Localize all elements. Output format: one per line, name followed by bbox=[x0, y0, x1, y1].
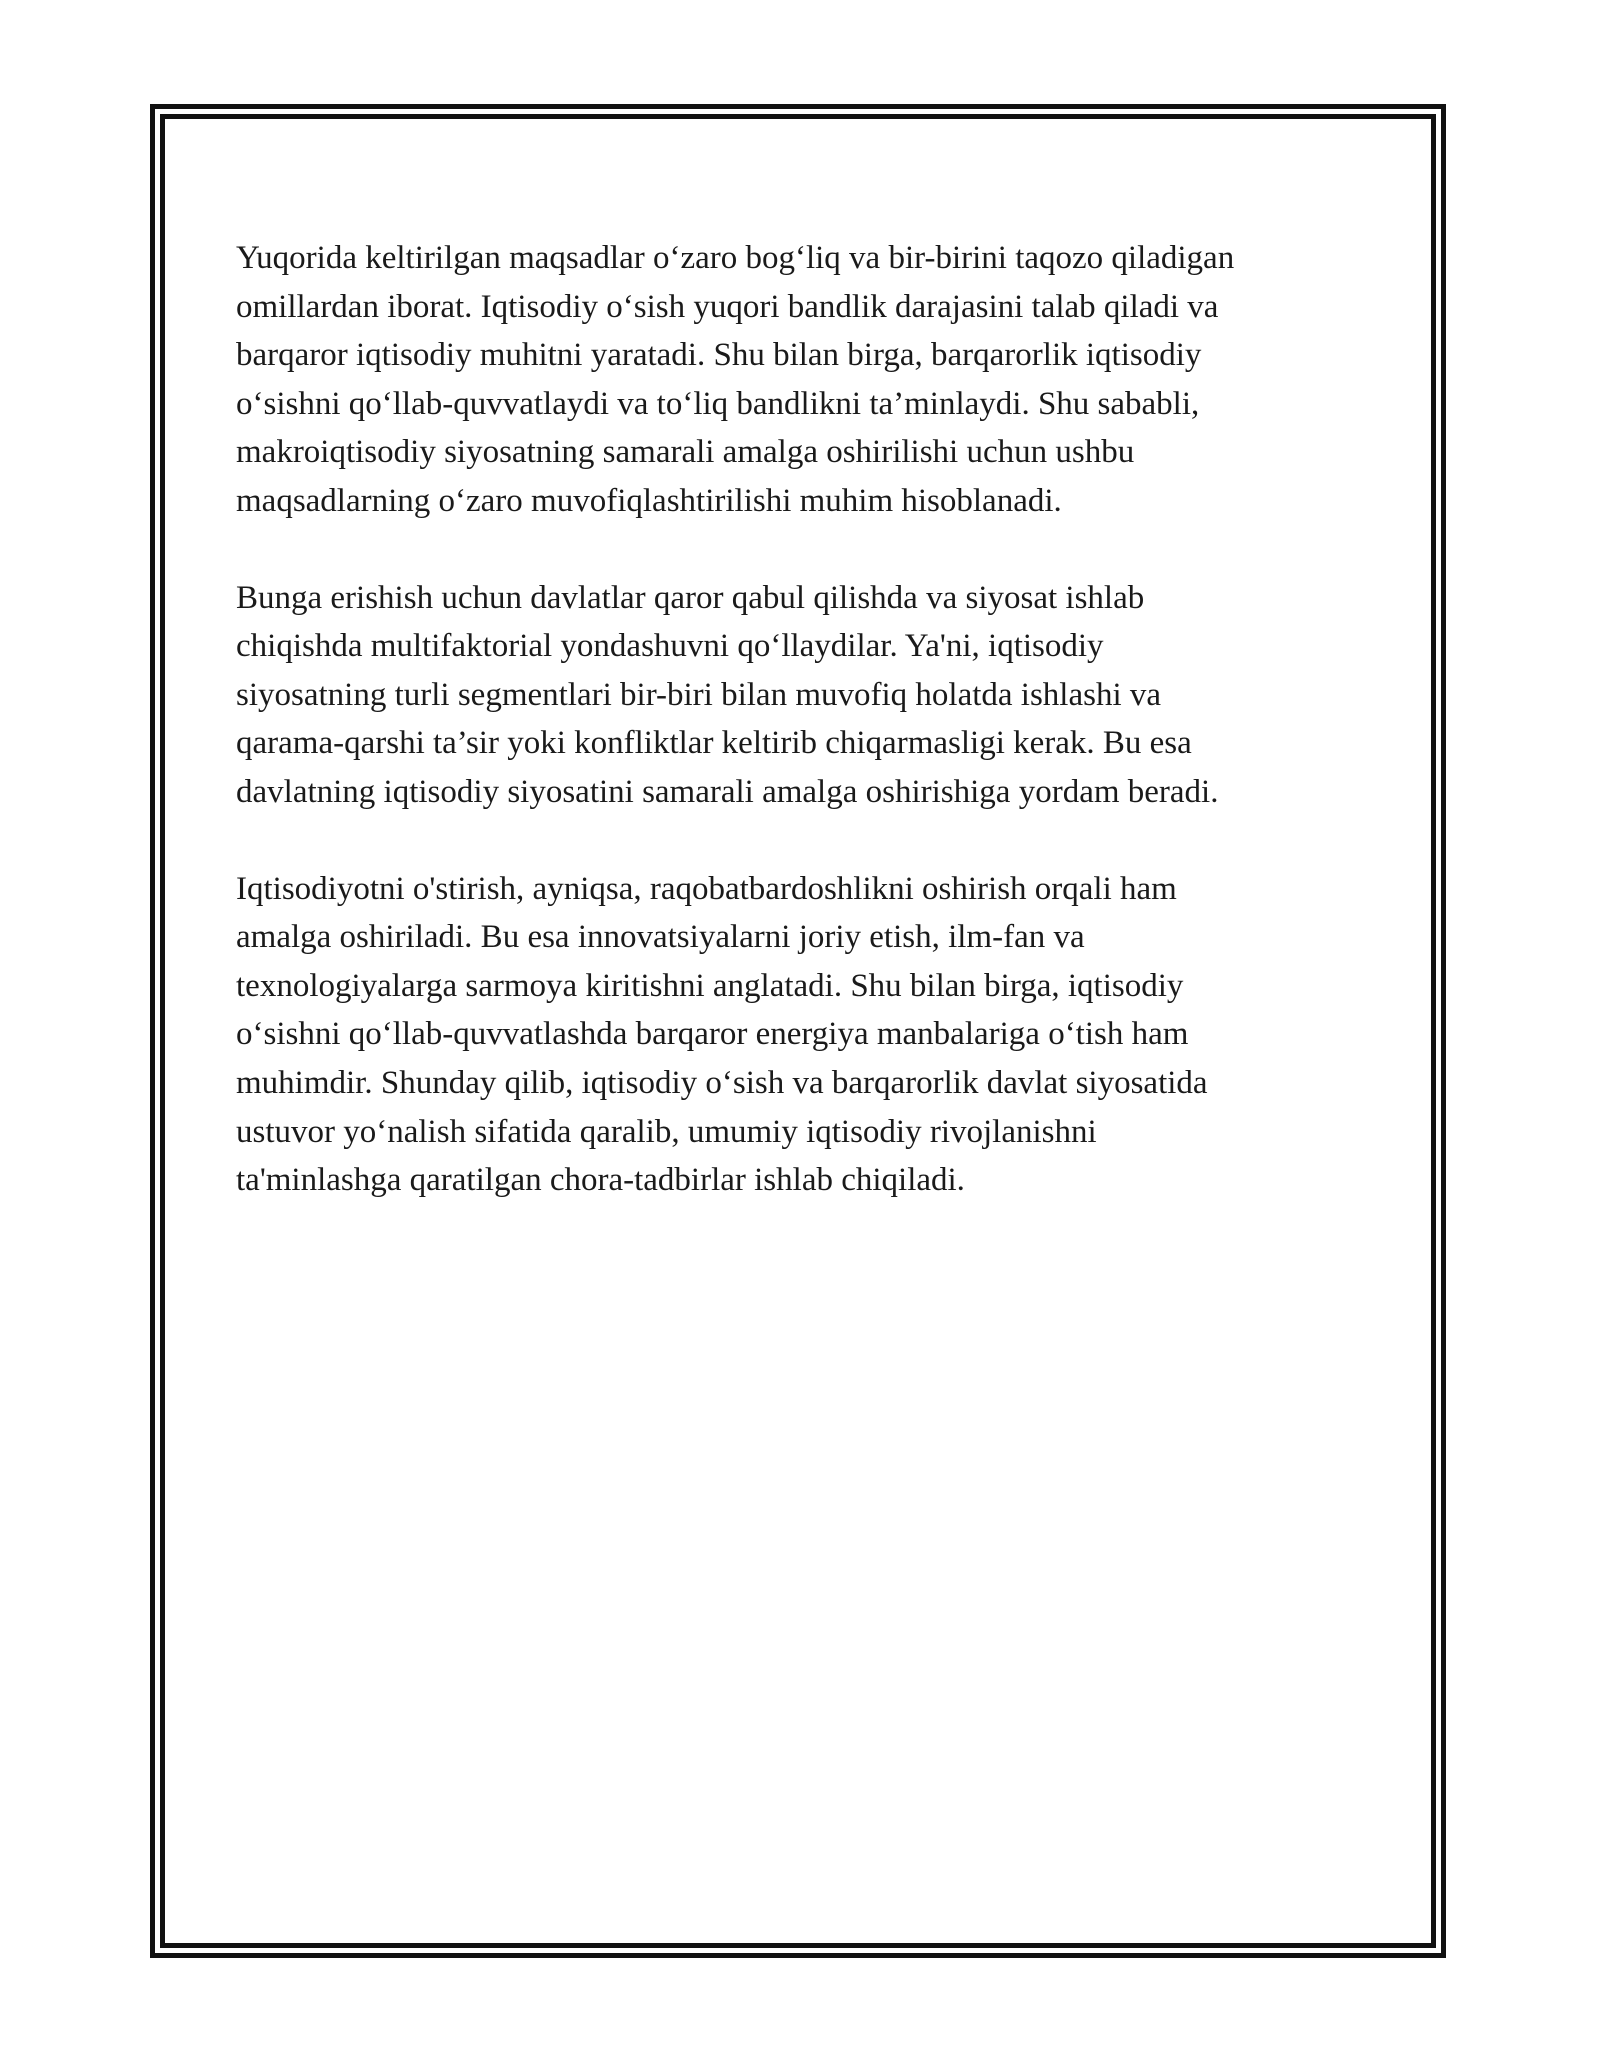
paragraph-line: qarama-qarshi ta’sir yoki konfliktlar keltirib chiqarmasligi kerak. Bu esa bbox=[236, 725, 1192, 762]
paragraph-line: davlatning iqtisodiy siyosatini samarali amalga oshirishiga yordam beradi. bbox=[236, 773, 1219, 810]
paragraph-line: o‘sishni qo‘llab-quvvatlashda barqaror energiya manbalariga o‘tish ham bbox=[236, 1016, 1189, 1053]
paragraph-line: ustuvor yo‘nalish sifatida qaralib, umumiy iqtisodiy rivojlanishni bbox=[236, 1113, 1097, 1150]
paragraph-line: amalga oshiriladi. Bu esa innovatsiyalarni joriy etish, ilm-fan va bbox=[236, 919, 1085, 956]
paragraph-line: o‘sishni qo‘llab-quvvatlaydi va to‘liq bandlikni ta’minlaydi. Shu sababli, bbox=[236, 385, 1200, 422]
paragraph-1 bbox=[236, 234, 1366, 526]
paragraph-line: ta'minlashga qaratilgan chora-tadbirlar ishlab chiqiladi. bbox=[236, 1162, 965, 1199]
paragraph-line: maqsadlarning o‘zaro muvofiqlashtirilishi muhim hisoblanadi. bbox=[236, 482, 1062, 519]
document-body bbox=[236, 234, 1366, 1253]
paragraph-line: makroiqtisodiy siyosatning samarali amalga oshirilishi uchun ushbu bbox=[236, 434, 1135, 471]
paragraph-line: texnologiyalarga sarmoya kiritishni anglatadi. Shu bilan birga, iqtisodiy bbox=[236, 967, 1184, 1004]
paragraph-2 bbox=[236, 574, 1366, 817]
paragraph-line: barqaror iqtisodiy muhitni yaratadi. Shu bilan birga, barqarorlik iqtisodiy bbox=[236, 337, 1202, 374]
paragraph-line: Bunga erishish uchun davlatlar qaror qabul qilishda va siyosat ishlab bbox=[236, 579, 1145, 616]
paragraph-line: omillardan iborat. Iqtisodiy o‘sish yuqori bandlik darajasini talab qiladi va bbox=[236, 288, 1219, 325]
paragraph-line: siyosatning turli segmentlari bir-biri bilan muvofiq holatda ishlashi va bbox=[236, 676, 1162, 713]
paragraph-line: chiqishda multifaktorial yondashuvni qo‘llaydilar. Ya'ni, iqtisodiy bbox=[236, 628, 1104, 665]
paragraph-3 bbox=[236, 865, 1366, 1205]
paragraph-line: Yuqorida keltirilgan maqsadlar o‘zaro bog‘liq va bir-birini taqozo qiladigan bbox=[236, 240, 1235, 276]
paragraph-line: muhimdir. Shunday qilib, iqtisodiy o‘sish va barqarorlik davlat siyosatida bbox=[236, 1064, 1208, 1101]
paragraph-line: Iqtisodiyotni o'stirish, ayniqsa, raqobatbardoshlikni oshirish orqali ham bbox=[236, 870, 1177, 907]
